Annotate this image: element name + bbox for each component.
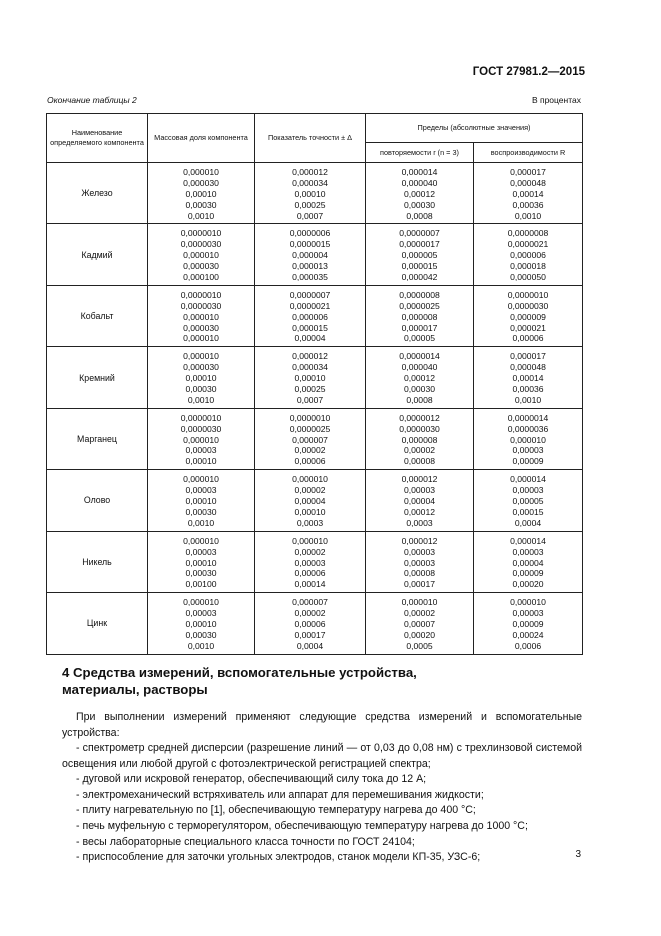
cell-value: 0,00020 <box>512 579 544 590</box>
cell-value: 0,00017 <box>403 579 436 590</box>
cell-value: 0,00002 <box>294 445 326 456</box>
cell-r <box>474 347 583 408</box>
cell-value: 0,0000014 <box>507 412 549 423</box>
cell-acc <box>255 347 366 408</box>
cell-value: 0,00030 <box>185 384 217 395</box>
cell-value: 0,00014 <box>512 188 544 199</box>
header-component: Наименование определяемого компонента <box>47 114 148 163</box>
cell-value: 0,0004 <box>514 517 542 528</box>
cell-value: 0,00003 <box>512 445 544 456</box>
cell-value: 0,000005 <box>401 250 438 261</box>
cell-value: 0,000040 <box>401 362 438 373</box>
cell-value: 0,000010 <box>183 333 219 344</box>
cell-value: 0,000012 <box>292 351 328 362</box>
cell-value: 0,00006 <box>294 568 326 579</box>
cell-value: 0,00003 <box>512 485 544 496</box>
data-table <box>46 113 583 655</box>
cell-value: 0,000021 <box>510 322 546 333</box>
list-item: - печь муфельную с терморегулятором, обеспечивающую температуру нагрева до 1000 °С; <box>76 819 528 832</box>
cell-value: 0,00003 <box>185 485 217 496</box>
cell-value: 0,0000008 <box>507 228 549 239</box>
cell-r <box>474 470 583 531</box>
cell-acc <box>255 163 366 224</box>
component-name: Олово <box>47 470 148 531</box>
cell-value: 0,00003 <box>512 608 544 619</box>
cell-value: 0,00010 <box>185 373 217 384</box>
list-item: - спектрометр средней дисперсии (разрешение линий — от 0,03 до 0,08 нм) с трехлинзовой системой освещения или любой другой с фотоэлектрической регистрацией спектра; <box>62 742 582 770</box>
page-number: 3 <box>575 849 581 860</box>
cell-value: 0,00004 <box>294 333 326 344</box>
cell-value: 0,0000007 <box>399 228 440 239</box>
list-item: - весы лабораторные специального класса точности по ГОСТ 24104; <box>76 835 415 848</box>
cell-value: 0,00030 <box>185 629 217 640</box>
cell-value: 0,0000014 <box>399 351 440 362</box>
cell-value: 0,00030 <box>185 506 217 517</box>
cell-value: 0,00009 <box>512 568 544 579</box>
cell-value: 0,000042 <box>401 272 438 283</box>
cell-value: 0,000004 <box>292 250 328 261</box>
cell-r <box>474 531 583 592</box>
cell-r <box>366 593 474 654</box>
cell-value: 0,000030 <box>183 177 219 188</box>
cell-value: 0,00010 <box>294 373 326 384</box>
cell-value: 0,00002 <box>403 608 436 619</box>
cell-mass <box>148 593 255 654</box>
section-title <box>62 664 417 698</box>
cell-value: 0,00014 <box>512 373 544 384</box>
cell-r <box>474 593 583 654</box>
cell-value: 0,0000010 <box>289 412 331 423</box>
cell-value: 0,00003 <box>512 546 544 557</box>
cell-value: 0,00014 <box>294 579 326 590</box>
cell-value: 0,0000007 <box>289 289 331 300</box>
table-units: В процентах <box>531 95 581 105</box>
cell-value: 0,0000030 <box>180 239 222 250</box>
cell-r <box>366 470 474 531</box>
cell-value: 0,00010 <box>185 188 217 199</box>
table-row <box>47 347 583 408</box>
cell-value: 0,0000010 <box>507 289 549 300</box>
cell-value: 0,0010 <box>187 640 215 651</box>
cell-value: 0,0000021 <box>507 239 549 250</box>
header-accuracy: Показатель точности ± Δ <box>255 114 366 163</box>
cell-r <box>366 408 474 469</box>
cell-value: 0,00003 <box>185 608 217 619</box>
cell-value: 0,000100 <box>183 272 219 283</box>
cell-value: 0,00010 <box>185 496 217 507</box>
cell-value: 0,000014 <box>510 535 546 546</box>
cell-value: 0,00008 <box>403 456 436 467</box>
component-name: Цинк <box>47 593 148 654</box>
cell-value: 0,000034 <box>292 362 328 373</box>
list-item: - электромеханический встряхиватель или аппарат для перемешивания жидкости; <box>76 788 484 801</box>
cell-mass <box>148 163 255 224</box>
table-row <box>47 531 583 592</box>
cell-value: 0,000010 <box>183 434 219 445</box>
cell-value: 0,0000010 <box>180 412 222 423</box>
standard-header: ГОСТ 27981.2—2015 <box>472 66 585 78</box>
cell-value: 0,000018 <box>510 261 546 272</box>
cell-acc <box>255 285 366 346</box>
cell-value: 0,000048 <box>510 177 546 188</box>
cell-value: 0,000017 <box>401 322 438 333</box>
cell-value: 0,0010 <box>187 517 215 528</box>
header-repeatability: повторяемости r (n = 3) <box>366 143 474 163</box>
cell-value: 0,000015 <box>292 322 328 333</box>
table-row <box>47 593 583 654</box>
cell-value: 0,000010 <box>183 167 219 177</box>
cell-value: 0,00012 <box>403 373 436 384</box>
cell-value: 0,000030 <box>183 322 219 333</box>
cell-value: 0,0000030 <box>399 423 440 434</box>
cell-value: 0,00004 <box>512 557 544 568</box>
cell-value: 0,00003 <box>403 557 436 568</box>
component-name: Железо <box>47 163 148 224</box>
cell-r <box>474 163 583 224</box>
cell-value: 0,00030 <box>403 384 436 395</box>
cell-value: 0,00004 <box>294 496 326 507</box>
cell-value: 0,000010 <box>183 351 219 362</box>
cell-value: 0,00100 <box>185 579 217 590</box>
cell-acc <box>255 593 366 654</box>
cell-value: 0,0008 <box>406 210 433 221</box>
cell-value: 0,000010 <box>183 597 219 608</box>
cell-value: 0,00002 <box>294 546 326 557</box>
cell-r <box>366 285 474 346</box>
cell-value: 0,0000030 <box>180 300 222 311</box>
cell-value: 0,0010 <box>514 210 542 221</box>
cell-value: 0,0010 <box>187 394 215 405</box>
cell-value: 0,00030 <box>185 199 217 210</box>
cell-value: 0,00006 <box>294 618 326 629</box>
cell-value: 0,0004 <box>296 640 324 651</box>
component-name: Кадмий <box>47 224 148 285</box>
cell-value: 0,0010 <box>187 210 215 221</box>
cell-value: 0,000048 <box>510 362 546 373</box>
intro-paragraph: При выполнении измерений применяют следующие средства измерений и вспомогательные устройства: <box>62 711 582 739</box>
cell-value: 0,0000030 <box>180 423 222 434</box>
header-reproducibility: воспроизводимости R <box>474 143 583 163</box>
cell-value: 0,0000025 <box>399 300 440 311</box>
cell-mass <box>148 224 255 285</box>
cell-value: 0,00012 <box>403 506 436 517</box>
cell-mass <box>148 470 255 531</box>
cell-value: 0,0000017 <box>399 239 440 250</box>
cell-r <box>474 285 583 346</box>
cell-value: 0,00006 <box>294 456 326 467</box>
cell-value: 0,00009 <box>512 456 544 467</box>
cell-value: 0,0000008 <box>399 289 440 300</box>
cell-value: 0,0003 <box>296 517 324 528</box>
cell-mass <box>148 408 255 469</box>
table-row <box>47 408 583 469</box>
cell-value: 0,000040 <box>401 177 438 188</box>
cell-value: 0,00005 <box>512 496 544 507</box>
cell-value: 0,00010 <box>294 188 326 199</box>
cell-value: 0,000017 <box>510 167 546 177</box>
cell-value: 0,000007 <box>292 434 328 445</box>
cell-value: 0,0003 <box>406 517 433 528</box>
cell-value: 0,000030 <box>183 261 219 272</box>
cell-value: 0,000010 <box>183 474 219 485</box>
cell-value: 0,00036 <box>512 199 544 210</box>
cell-mass <box>148 347 255 408</box>
table-row <box>47 224 583 285</box>
cell-value: 0,00004 <box>403 496 436 507</box>
cell-value: 0,00003 <box>294 557 326 568</box>
cell-value: 0,00003 <box>185 546 217 557</box>
cell-value: 0,0000006 <box>289 228 331 239</box>
cell-value: 0,000012 <box>401 535 438 546</box>
cell-value: 0,00006 <box>512 333 544 344</box>
cell-r <box>474 224 583 285</box>
cell-mass <box>148 285 255 346</box>
list-item: - плиту нагревательную по [1], обеспечивающую температуру нагрева до 400 °С; <box>76 804 476 817</box>
cell-value: 0,000010 <box>510 434 546 445</box>
list-item: - приспособление для заточки угольных электродов, станок модели КП-35, УЗС-6; <box>76 851 481 864</box>
cell-mass <box>148 531 255 592</box>
cell-value: 0,00030 <box>185 568 217 579</box>
cell-r <box>366 163 474 224</box>
table-row <box>47 470 583 531</box>
cell-value: 0,0000021 <box>289 300 331 311</box>
cell-value: 0,00010 <box>185 618 217 629</box>
cell-value: 0,0000025 <box>289 423 331 434</box>
cell-value: 0,00009 <box>512 618 544 629</box>
section-title-line2: материалы, растворы <box>62 682 208 697</box>
cell-value: 0,0006 <box>514 640 542 651</box>
cell-r <box>474 408 583 469</box>
cell-value: 0,000006 <box>510 250 546 261</box>
cell-value: 0,0000010 <box>180 289 222 300</box>
cell-value: 0,000010 <box>292 474 328 485</box>
cell-value: 0,00003 <box>403 546 436 557</box>
cell-value: 0,000009 <box>510 311 546 322</box>
cell-acc <box>255 531 366 592</box>
header-limits: Пределы (абсолютные значения) <box>366 114 583 143</box>
cell-value: 0,000010 <box>183 311 219 322</box>
cell-value: 0,00036 <box>512 384 544 395</box>
cell-value: 0,00008 <box>403 568 436 579</box>
cell-value: 0,00020 <box>403 629 436 640</box>
cell-value: 0,00010 <box>185 456 217 467</box>
component-name: Кобальт <box>47 285 148 346</box>
cell-value: 0,000017 <box>510 351 546 362</box>
cell-value: 0,000012 <box>292 167 328 177</box>
cell-value: 0,000006 <box>292 311 328 322</box>
cell-acc <box>255 470 366 531</box>
cell-value: 0,00017 <box>294 629 326 640</box>
table-row <box>47 285 583 346</box>
cell-value: 0,00010 <box>294 506 326 517</box>
cell-value: 0,0000012 <box>399 412 440 423</box>
table-row <box>47 163 583 224</box>
cell-value: 0,00003 <box>185 445 217 456</box>
cell-value: 0,00002 <box>294 485 326 496</box>
cell-value: 0,000008 <box>401 311 438 322</box>
cell-value: 0,000010 <box>292 535 328 546</box>
cell-value: 0,000014 <box>401 167 438 177</box>
header-mass: Массовая доля компонента <box>148 114 255 163</box>
cell-value: 0,0007 <box>296 210 324 221</box>
cell-value: 0,000014 <box>510 474 546 485</box>
cell-value: 0,00015 <box>512 506 544 517</box>
component-name: Кремний <box>47 347 148 408</box>
cell-value: 0,0005 <box>406 640 433 651</box>
cell-value: 0,00024 <box>512 629 544 640</box>
cell-value: 0,000010 <box>183 535 219 546</box>
cell-value: 0,0008 <box>406 394 433 405</box>
cell-value: 0,000007 <box>292 597 328 608</box>
component-name: Никель <box>47 531 148 592</box>
cell-value: 0,0000010 <box>180 228 222 239</box>
section-title-line1: 4 Средства измерений, вспомогательные устройства, <box>62 665 417 680</box>
cell-value: 0,00002 <box>403 445 436 456</box>
cell-value: 0,000015 <box>401 261 438 272</box>
component-name: Марганец <box>47 408 148 469</box>
cell-value: 0,000012 <box>401 474 438 485</box>
cell-value: 0,00007 <box>403 618 436 629</box>
cell-value: 0,000050 <box>510 272 546 283</box>
cell-value: 0,000030 <box>183 362 219 373</box>
cell-value: 0,0000036 <box>507 423 549 434</box>
cell-value: 0,0000030 <box>507 300 549 311</box>
cell-value: 0,00025 <box>294 384 326 395</box>
cell-acc <box>255 224 366 285</box>
cell-value: 0,00012 <box>403 188 436 199</box>
cell-value: 0,000010 <box>183 250 219 261</box>
cell-value: 0,0000015 <box>289 239 331 250</box>
equipment-list <box>62 741 582 866</box>
cell-value: 0,00002 <box>294 608 326 619</box>
cell-value: 0,000034 <box>292 177 328 188</box>
cell-r <box>366 224 474 285</box>
cell-r <box>366 347 474 408</box>
cell-value: 0,00030 <box>403 199 436 210</box>
cell-value: 0,000010 <box>401 597 438 608</box>
cell-r <box>366 531 474 592</box>
cell-acc <box>255 408 366 469</box>
cell-value: 0,000008 <box>401 434 438 445</box>
cell-value: 0,000035 <box>292 272 328 283</box>
cell-value: 0,00005 <box>403 333 436 344</box>
cell-value: 0,0007 <box>296 394 324 405</box>
cell-value: 0,0010 <box>514 394 542 405</box>
cell-value: 0,000010 <box>510 597 546 608</box>
cell-value: 0,00025 <box>294 199 326 210</box>
cell-value: 0,00010 <box>185 557 217 568</box>
table-caption: Окончание таблицы 2 <box>47 95 137 105</box>
cell-value: 0,000013 <box>292 261 328 272</box>
list-item: - дуговой или искровой генератор, обеспечивающий силу тока до 12 А; <box>76 773 427 786</box>
cell-value: 0,00003 <box>403 485 436 496</box>
